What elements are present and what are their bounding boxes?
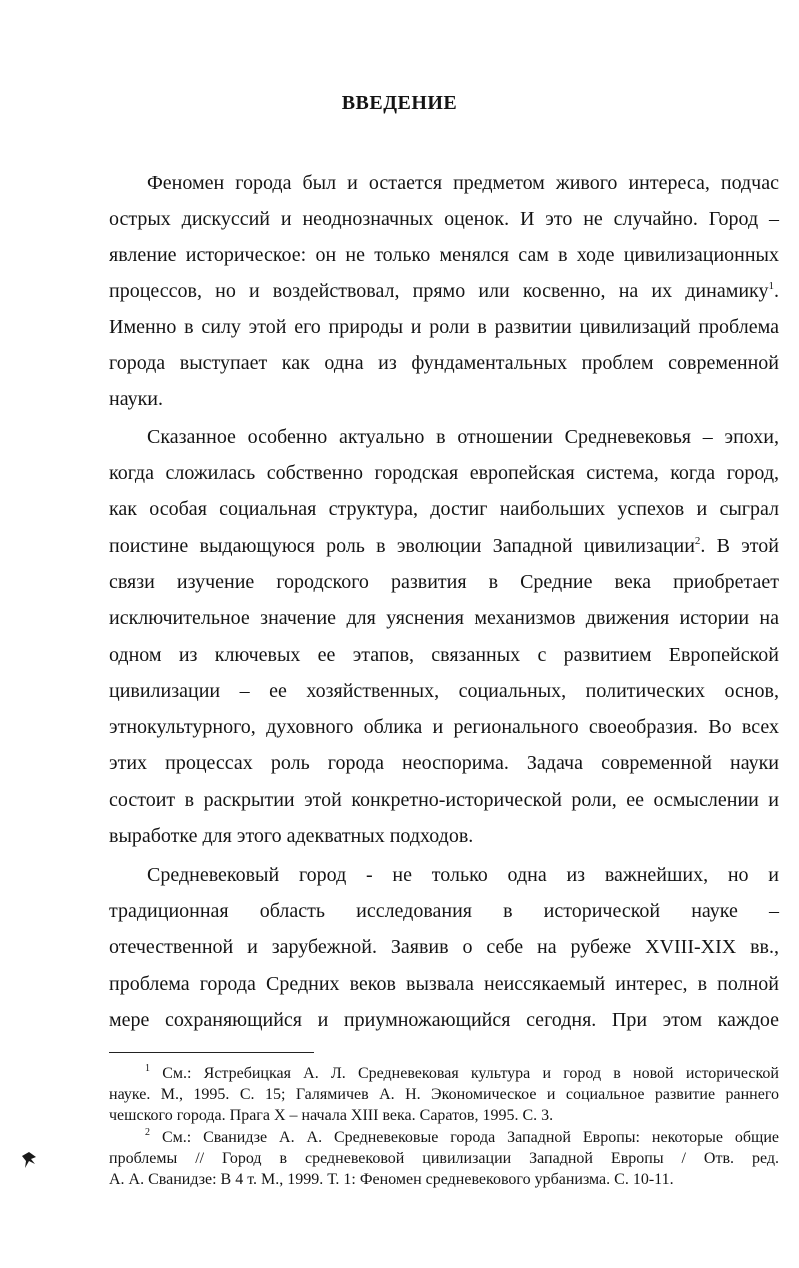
body-line: отечественной и зарубежной. Заявив о себе на рубеже XVIII-XIX вв., <box>109 936 779 958</box>
footnote-2: $^2$ См.: Сванидзе А. А. Средневековые города Западной Европы: некоторые общие <box>145 1127 780 1146</box>
scan-mark-icon <box>19 1150 39 1170</box>
body-line: поистине выдающуюся роль в эволюции Западной цивилизации$^2$. В этой <box>109 535 779 557</box>
body-line: проблема города Средних веков вызвала неиссякаемый интерес, в полной <box>109 973 779 995</box>
body-line: связи изучение городского развития в Средние века приобретает <box>109 571 779 593</box>
footnote-line: науке. М., 1995. С. 15; Галямичев А. Н. Экономическое и социальное развитие раннего <box>109 1086 779 1103</box>
body-line: исключительное значение для уяснения механизмов движения истории на <box>109 607 779 629</box>
footnote-ref-2[interactable]: 2 <box>694 535 701 547</box>
footnote-ref-1[interactable]: 1 <box>768 280 774 292</box>
body-line: Сказанное особенно актуально в отношении Средневековья – эпохи, <box>147 426 779 448</box>
body-line: как особая социальная структура, достиг наибольших успехов и сыграл <box>109 498 779 520</box>
body-line: этих процессах роль города неоспорима. Задача современной науки <box>109 752 779 774</box>
body-line: Средневековый город - не только одна из важнейших, но и <box>147 864 779 886</box>
body-line: традиционная область исследования в исторической науке – <box>109 900 779 922</box>
body-line: города выступает как одна из фундаментальных проблем современной <box>109 352 779 374</box>
body-line: Феномен города был и остается предметом живого интереса, подчас <box>147 172 779 194</box>
footnote-line: проблемы // Город в средневековой цивилизации Западной Европы / Отв. ред. <box>109 1150 779 1167</box>
body-line: состоит в раскрытии этой конкретно-исторической роли, ее осмыслении и <box>109 789 779 811</box>
body-line: этнокультурного, духовного облика и регионального своеобразия. Во всех <box>109 716 779 738</box>
body-line: цивилизации – ее хозяйственных, социальных, политических основ, <box>109 680 779 702</box>
footnote-1: $^1$ См.: Ястребицкая А. Л. Средневековая культура и город в новой исторической <box>145 1063 779 1082</box>
footnote-2-number: 2 <box>145 1127 150 1138</box>
footnote-line: А. А. Сванидзе: В 4 т. М., 1999. Т. 1: Феномен средневекового урбанизма. С. 10-11. <box>109 1171 674 1188</box>
body-line: одном из ключевых ее этапов, связанных с развитием Европейской <box>109 644 779 666</box>
body-line: науки. <box>109 388 163 410</box>
body-line: выработке для этого адекватных подходов. <box>109 825 474 847</box>
body-line: мере сохраняющийся и приумножающийся сегодня. При этом каждое <box>109 1009 779 1031</box>
footnote-line: чешского города. Прага X – начала XIII века. Саратов, 1995. С. 3. <box>109 1107 554 1124</box>
body-line: явление историческое: он не только менялся сам в ходе цивилизационных <box>109 244 779 266</box>
footnote-separator <box>109 1052 314 1053</box>
body-line: Именно в силу этой его природы и роли в развитии цивилизаций проблема <box>109 316 779 338</box>
chapter-title: ВВЕДЕНИЕ <box>341 92 458 114</box>
footnote-1-number: 1 <box>145 1063 150 1074</box>
body-line: процессов, но и воздействовал, прямо или косвенно, на их динамику$^1$. <box>109 280 779 302</box>
body-line: острых дискуссий и неоднозначных оценок. И это не случайно. Город – <box>109 208 779 230</box>
body-line: когда сложилась собственно городская европейская система, когда город, <box>109 462 779 484</box>
